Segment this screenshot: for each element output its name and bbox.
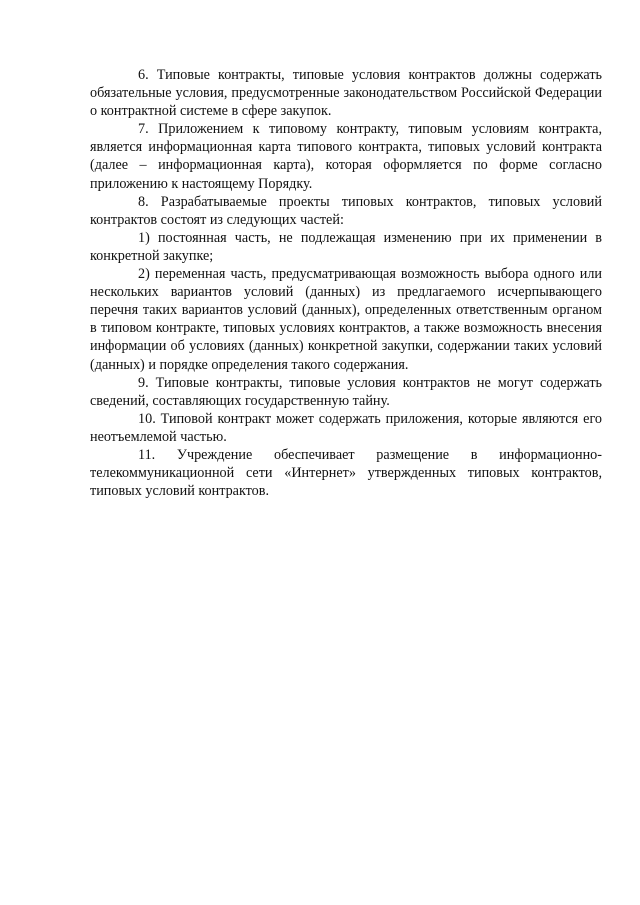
paragraph-item-11: 11. Учреждение обеспечивает размещение в информационно-телекоммуникационной сети «Интернет» утвержденных типовых контрактов, типовых условий контрактов. bbox=[90, 446, 602, 500]
document-page bbox=[90, 66, 602, 500]
paragraph-item-10: 10. Типовой контракт может содержать приложения, которые являются его неотъемлемой частью. bbox=[90, 410, 602, 445]
paragraph-subitem-2: 2) переменная часть, предусматривающая возможность выбора одного или нескольких вариантов условий (данных) из предлагаемого исчерпывающего перечня таких вариантов условий (данных), определенных ответственным органом в типовом контракте, типовых условиях контрактов, а также возможность внесения информации об условиях (данных) конкретной закупки, содержании таких условий (данных) и порядке определения такого содержания. bbox=[90, 266, 602, 373]
paragraph-item-8: 8. Разрабатываемые проекты типовых контрактов, типовых условий контрактов состоят из следующих частей: bbox=[90, 193, 602, 228]
paragraph-item-7: 7. Приложением к типовому контракту, типовым условиям контракта, является информационная карта типового контракта, типовых условий контракта (далее – информационная карта), которая оформляется по форме согласно приложению к настоящему Порядку. bbox=[90, 121, 602, 192]
paragraph-subitem-1: 1) постоянная часть, не подлежащая изменению при их применении в конкретной закупке; bbox=[90, 229, 602, 264]
paragraph-item-9: 9. Типовые контракты, типовые условия контрактов не могут содержать сведений, составляющих государственную тайну. bbox=[90, 374, 602, 409]
paragraph-item-6: 6. Типовые контракты, типовые условия контрактов должны содержать обязательные условия, предусмотренные законодательством Российской Федерации о контрактной системе в сфере закупок. bbox=[90, 67, 602, 120]
